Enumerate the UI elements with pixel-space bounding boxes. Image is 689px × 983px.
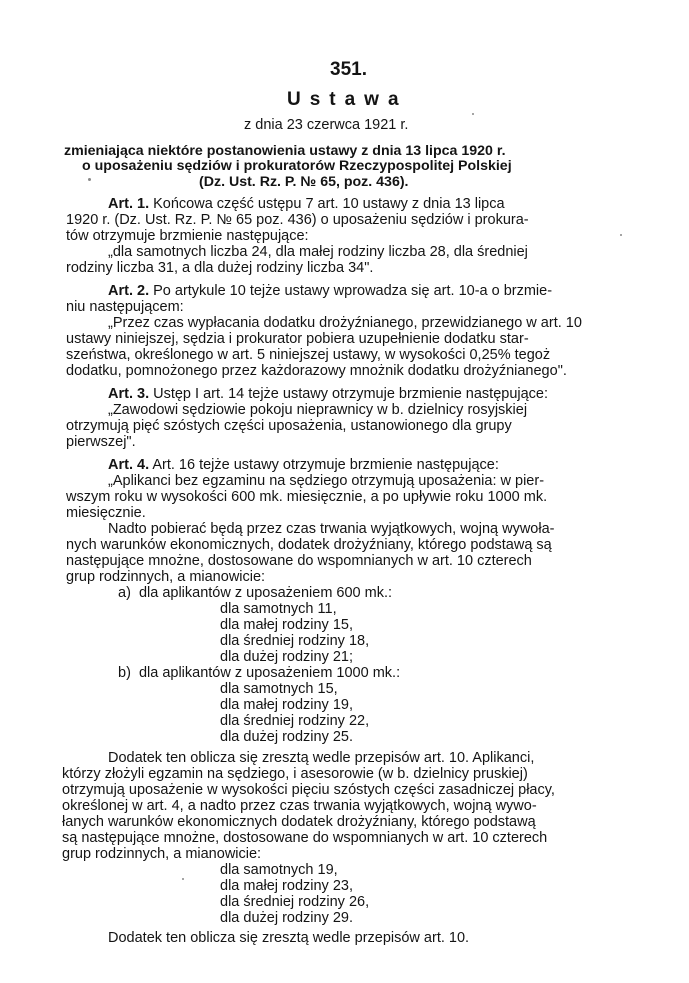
title-line-2: o uposażeniu sędziów i prokuratorów Rzeczypospolitej Polskiej xyxy=(82,158,512,174)
art4-line-4: miesięcznie. xyxy=(66,505,146,521)
title-line-3: (Dz. Ust. Rz. P. № 65, poz. 436). xyxy=(199,174,409,190)
list-c-item: dla samotnych 19, xyxy=(220,862,338,878)
list-a-heading: a) dla aplikantów z uposażeniem 600 mk.: xyxy=(118,585,393,601)
art1-label: Art. 1. xyxy=(108,196,150,212)
art3-label: Art. 3. xyxy=(108,386,150,402)
art4-cont-2: którzy złożyli egzamin na sędziego, i asesorowie (w b. dzielnicy pruskiej) xyxy=(62,766,528,782)
list-a-item: dla dużej rodziny 21; xyxy=(220,649,353,665)
document-number: 351. xyxy=(330,59,367,80)
art4-cont-3: otrzymują uposażenie w wysokości pięciu szóstych części zasadniczej płacy, xyxy=(62,782,555,798)
art4-label: Art. 4. xyxy=(108,457,150,473)
art2-line-4: ustawy niniejszej, sędzia i prokurator pobiera uzupełnienie dodatku star- xyxy=(66,331,529,347)
art3-line-1 xyxy=(108,386,548,402)
document-date: z dnia 23 czerwca 1921 r. xyxy=(244,117,409,133)
list-b-item: dla średniej rodziny 22, xyxy=(220,713,370,729)
art1-line-2: 1920 r. (Dz. Ust. Rz. P. № 65 poz. 436) o uposażeniu sędziów i prokura- xyxy=(66,212,529,228)
art4-cont-4: określonej w art. 4, a nadto przez czas trwania wyjątkowych, wojną wywo- xyxy=(62,798,537,814)
art4-line-7: następujące mnożne, dostosowane do wspomnianych w art. 10 czterech xyxy=(66,553,532,569)
art1-line-5: rodziny liczba 31, a dla dużej rodziny liczba 34". xyxy=(66,260,374,276)
art4-cont-5: łanych warunków ekonomicznych dodatek drożyźniany, którego podstawą xyxy=(62,814,536,830)
title-line-1: zmieniająca niektóre postanowienia ustawy z dnia 13 lipca 1920 r. xyxy=(64,143,506,159)
art4-line-5: Nadto pobierać będą przez czas trwania wyjątkowych, wojną wywoła- xyxy=(108,521,555,537)
art3-line-3: otrzymują pięć szóstych części uposażenia, ustanowionego dla grupy xyxy=(66,418,512,434)
art4-cont-6: są następujące mnożne, dostosowane do wspomnianych w art. 10 czterech xyxy=(62,830,548,846)
scan-speck xyxy=(620,234,622,236)
art3-line-4: pierwszej". xyxy=(66,434,136,450)
art4-line-8: grup rodzinnych, a mianowicie: xyxy=(66,569,266,585)
list-c-item: dla średniej rodziny 26, xyxy=(220,894,370,910)
art2-line-3: „Przez czas wypłacania dodatku drożyźnianego, przewidzianego w art. 10 xyxy=(108,315,582,331)
list-b-item: dla samotnych 15, xyxy=(220,681,338,697)
art1-line-4: „dla samotnych liczba 24, dla małej rodziny liczba 28, dla średniej xyxy=(108,244,528,260)
art3-text-1: Ustęp I art. 14 tejże ustawy otrzymuje brzmienie następujące: xyxy=(149,386,549,402)
list-c-item: dla dużej rodziny 29. xyxy=(220,910,353,926)
scan-speck xyxy=(472,113,474,115)
list-c-item: dla małej rodziny 23, xyxy=(220,878,353,894)
art1-text-1: Końcowa część ustępu 7 art. 10 ustawy z dnia 13 lipca xyxy=(149,196,505,212)
art2-line-2: niu następującem: xyxy=(66,299,184,315)
scan-speck xyxy=(182,878,184,880)
art1-line-1 xyxy=(108,196,505,212)
art2-line-1 xyxy=(108,283,552,299)
art4-final-line: Dodatek ten oblicza się zresztą wedle przepisów art. 10. xyxy=(108,930,470,946)
art4-line-1 xyxy=(108,457,499,473)
list-b-item: dla dużej rodziny 25. xyxy=(220,729,353,745)
list-b-heading: b) dla aplikantów z uposażeniem 1000 mk.: xyxy=(118,665,401,681)
art4-line-3: wszym roku w wysokości 600 mk. miesięcznie, a po upływie roku 1000 mk. xyxy=(66,489,548,505)
art4-text-1: Art. 16 tejże ustawy otrzymuje brzmienie następujące: xyxy=(149,457,499,473)
document-type-heading: Ustawa xyxy=(287,89,408,110)
art2-label: Art. 2. xyxy=(108,283,150,299)
list-b-item: dla małej rodziny 19, xyxy=(220,697,353,713)
list-a-item: dla małej rodziny 15, xyxy=(220,617,353,633)
art4-cont-1: Dodatek ten oblicza się zresztą wedle przepisów art. 10. Aplikanci, xyxy=(108,750,535,766)
art4-line-6: nych warunków ekonomicznych, dodatek drożyźniany, którego podstawą są xyxy=(66,537,552,553)
art1-line-3: tów otrzymuje brzmienie następujące: xyxy=(66,228,309,244)
list-a-item: dla średniej rodziny 18, xyxy=(220,633,370,649)
art2-text-1: Po artykule 10 tejże ustawy wprowadza się art. 10-a o brzmie- xyxy=(149,283,553,299)
art2-line-5: szeństwa, określonego w art. 5 niniejszej ustawy, w wysokości 0,25% tegoż xyxy=(66,347,551,363)
art4-cont-7: grup rodzinnych, a mianowicie: xyxy=(62,846,262,862)
list-a-item: dla samotnych 11, xyxy=(220,601,337,617)
art3-line-2: „Zawodowi sędziowie pokoju nieprawnicy w b. dzielnicy rosyjskiej xyxy=(108,402,528,418)
scan-speck xyxy=(88,178,91,181)
art4-line-2: „Aplikanci bez egzaminu na sędziego otrzymują uposażenia: w pier- xyxy=(108,473,545,489)
art2-line-6: dodatku, pomnożonego przez każdorazowy mnożnik dodatku drożyźnianego". xyxy=(66,363,567,379)
